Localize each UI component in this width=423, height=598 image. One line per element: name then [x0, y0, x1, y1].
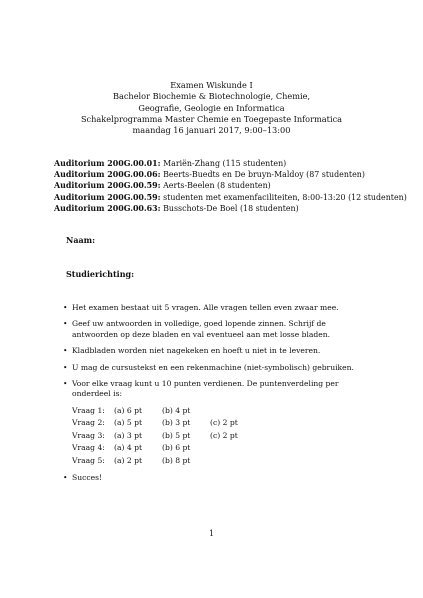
auditorium-row	[54, 192, 407, 203]
auditorium-row	[54, 180, 407, 191]
instruction-text: Voor elke vraag kunt u 10 punten verdienen. De puntenverdeling per onderdeel is:	[72, 379, 339, 399]
grading-table	[72, 405, 373, 468]
grading-row	[72, 405, 373, 418]
instruction-text: Kladbladen worden niet nagekeken en hoeft u niet in te leveren.	[72, 346, 321, 356]
grading-part-a: (a) 5 pt	[114, 418, 143, 428]
grading-part-b: (b) 8 pt	[162, 455, 191, 465]
exam-programs-line-3: Schakelprogramma Master Chemie en Toegepaste Informatica	[80, 113, 343, 124]
auditorium-room: Auditorium 200G.00.01:	[54, 159, 161, 168]
exam-header	[0, 80, 423, 136]
grading-part-a: (a) 6 pt	[114, 405, 143, 415]
auditorium-row	[54, 158, 407, 169]
instruction-text: Succes!	[72, 473, 103, 483]
grading-part-b: (b) 3 pt	[162, 418, 191, 428]
auditorium-room: Auditorium 200G.00.06:	[54, 170, 161, 180]
grading-question: Vraag 3:	[72, 430, 105, 440]
grading-part-a: (a) 2 pt	[114, 455, 143, 465]
auditorium-room: Auditorium 200G.00.63:	[54, 203, 161, 213]
instructions-list	[63, 303, 373, 490]
auditorium-row	[54, 203, 407, 214]
grading-question: Vraag 5:	[72, 455, 105, 465]
grading-question: Vraag 4:	[72, 443, 105, 453]
auditorium-description: Busschots-De Boel (18 studenten)	[163, 203, 299, 213]
bullet-icon: •	[63, 319, 68, 329]
grading-question: Vraag 2:	[72, 418, 105, 428]
exam-title: Examen Wiskunde I	[170, 80, 253, 90]
exam-programs-line-2: Geografie, Geologie en Informatica	[138, 102, 285, 113]
grading-part-b: (b) 6 pt	[162, 443, 191, 453]
auditorium-description: Aerts-Beelen (8 studenten)	[163, 181, 271, 191]
instruction-item	[63, 379, 373, 467]
bullet-icon: •	[63, 362, 68, 372]
exam-date: maandag 16 januari 2017, 9:00–13:00	[132, 125, 291, 136]
instruction-text: Geef uw antwoorden in volledige, goed lopende zinnen. Schrijf de antwoorden op deze bladen en val eventueel aan met losse bladen.	[72, 319, 331, 339]
bullet-icon: •	[63, 379, 68, 389]
grading-part-c: (c) 2 pt	[210, 430, 238, 440]
page-number: 1	[208, 529, 215, 538]
instruction-text: U mag de cursustekst en een rekenmachine (niet-symbolisch) gebruiken.	[72, 362, 354, 372]
study-program-field-label: Studierichting:	[66, 269, 135, 279]
exam-programs-line-1: Bachelor Biochemie & Biotechnologie, Chemie,	[112, 91, 311, 102]
grading-part-b: (b) 4 pt	[162, 405, 191, 415]
instruction-text: Het examen bestaat uit 5 vragen. Alle vragen tellen even zwaar mee.	[72, 303, 339, 312]
instruction-item	[63, 363, 373, 373]
grading-part-b: (b) 5 pt	[162, 430, 191, 440]
grading-part-a: (a) 4 pt	[114, 443, 143, 453]
auditorium-description: Beerts-Buedts en De bruyn-Maldoy (87 studenten)	[163, 170, 365, 180]
grading-row	[72, 455, 373, 468]
instruction-item	[63, 473, 373, 483]
grading-part-c: (c) 2 pt	[210, 418, 238, 428]
name-field-label: Naam:	[66, 235, 96, 245]
instruction-item	[63, 346, 373, 356]
instruction-item	[63, 319, 373, 340]
grading-row	[72, 430, 373, 443]
grading-row	[72, 442, 373, 455]
auditorium-description: Mariën-Zhang (115 studenten)	[163, 159, 287, 168]
auditorium-row	[54, 169, 407, 180]
instruction-item	[63, 303, 373, 313]
auditorium-room: Auditorium 200G.00.59:	[54, 192, 161, 202]
bullet-icon: •	[63, 473, 68, 483]
grading-part-a: (a) 3 pt	[114, 430, 143, 440]
auditorium-list	[54, 158, 407, 214]
bullet-icon: •	[63, 303, 68, 312]
auditorium-description: studenten met examenfaciliteiten, 8:00-13:20 (12 studenten)	[163, 192, 407, 202]
grading-row	[72, 417, 373, 430]
bullet-icon: •	[63, 346, 68, 356]
grading-question: Vraag 1:	[72, 405, 105, 415]
auditorium-room: Auditorium 200G.00.59:	[54, 181, 161, 191]
